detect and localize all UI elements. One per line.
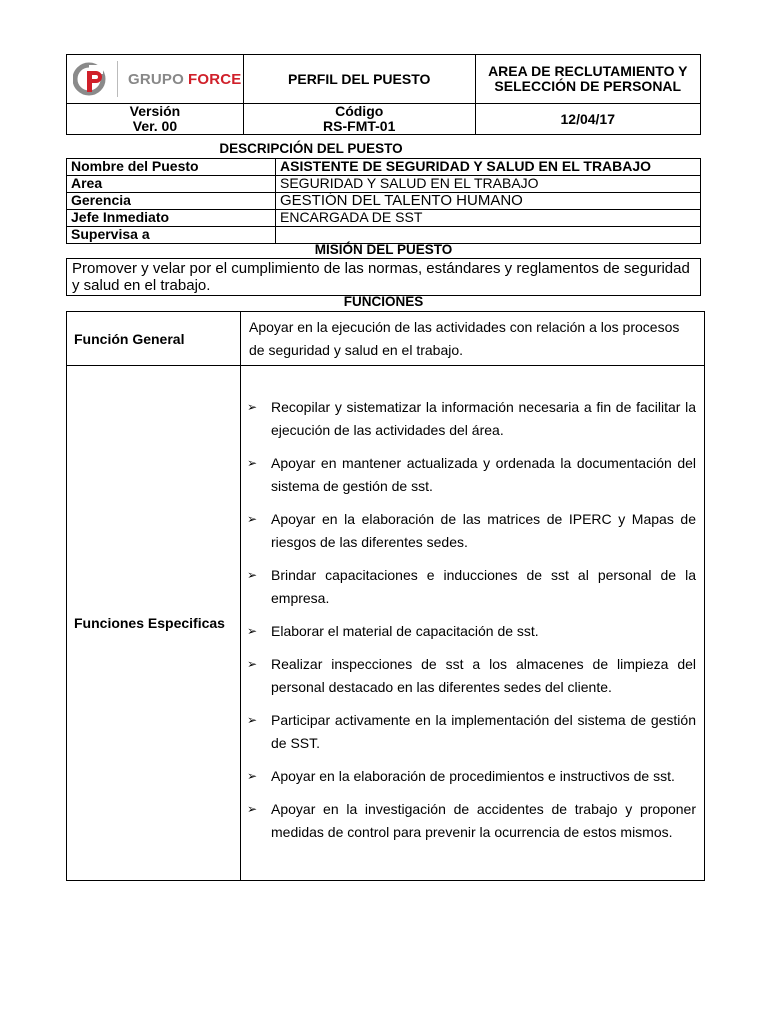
funcion-general-text: Apoyar en la ejecución de las actividades con relación a los procesos de seguridad y salud en el trabajo. [241, 312, 705, 366]
arrow-bullet-icon: ➢ [247, 769, 258, 783]
arrow-bullet-icon: ➢ [247, 802, 258, 816]
row-label: Supervisa a [67, 227, 276, 244]
funcion-general-label: Función General [67, 312, 241, 366]
code-label: Código [335, 103, 384, 119]
list-item: ➢ Brindar capacitaciones e inducciones de sst al personal de la empresa. [271, 564, 696, 610]
mision-text: Promover y velar por el cumplimiento de las normas, estándares y reglamentos de seguridad y salud en el trabajo. [66, 258, 701, 296]
list-item: ➢ Realizar inspecciones de sst a los almacenes de limpieza del personal destacado en las diferentes sedes del cliente. [271, 653, 696, 699]
version-label: Versión [129, 103, 181, 119]
arrow-bullet-icon: ➢ [247, 657, 258, 671]
arrow-bullet-icon: ➢ [247, 568, 258, 582]
company-logo [67, 55, 243, 103]
table-row [67, 312, 705, 366]
table-row [67, 193, 701, 210]
version-value: Ver. 00 [132, 118, 178, 134]
descripcion-table [66, 158, 701, 244]
code-value: RS-FMT-01 [323, 118, 396, 134]
funciones-especificas-label: Funciones Especificas [67, 366, 241, 881]
table-row [67, 227, 701, 244]
list-item: ➢ Apoyar en la elaboración de las matrices de IPERC y Mapas de riesgos de las diferentes sedes. [271, 508, 696, 554]
funciones-title: FUNCIONES [343, 294, 424, 309]
funciones-table [66, 311, 705, 881]
arrow-bullet-icon: ➢ [247, 713, 258, 727]
arrow-bullet-icon: ➢ [247, 512, 258, 526]
list-item: ➢ Elaborar el material de capacitación de sst. [271, 620, 696, 643]
row-value [276, 227, 701, 244]
table-row [67, 159, 701, 176]
row-label: Area [67, 176, 276, 193]
arrow-bullet-icon: ➢ [247, 624, 258, 638]
logo-cell [67, 55, 244, 104]
row-value: ENCARGADA DE SST [276, 210, 701, 227]
logo-text: GRUPO FORCE [128, 70, 242, 88]
row-label: Jefe Inmediato [67, 210, 276, 227]
date-value: 12/04/17 [475, 104, 700, 135]
mision-title: MISIÓN DEL PUESTO [314, 242, 453, 257]
row-value: ASISTENTE DE SEGURIDAD Y SALUD EN EL TRABAJO [276, 159, 701, 176]
version-cell [67, 104, 244, 135]
area-title: AREA DE RECLUTAMIENTO Y SELECCIÓN DE PERSONAL [475, 55, 700, 104]
document-title: PERFIL DEL PUESTO [243, 55, 475, 104]
table-row [67, 210, 701, 227]
header-table [66, 54, 701, 135]
list-item: ➢ Recopilar y sistematizar la información necesaria a fin de facilitar la ejecución de las actividades del área. [271, 396, 696, 442]
table-row [67, 366, 705, 881]
table-row [67, 176, 701, 193]
arrow-bullet-icon: ➢ [247, 456, 258, 470]
list-item: ➢ Apoyar en la investigación de accidentes de trabajo y proponer medidas de control para prevenir la ocurrencia de estos mismos. [271, 798, 696, 844]
row-value: GESTIÓN DEL TALENTO HUMANO [276, 193, 701, 210]
row-label: Gerencia [67, 193, 276, 210]
list-item: ➢ Apoyar en la elaboración de procedimientos e instructivos de sst. [271, 765, 696, 788]
row-label: Nombre del Puesto [67, 159, 276, 176]
arrow-bullet-icon: ➢ [247, 400, 258, 414]
list-item: ➢ Apoyar en mantener actualizada y ordenada la documentación del sistema de gestión de sst. [271, 452, 696, 498]
funciones-list [247, 396, 696, 844]
descripcion-title: DESCRIPCIÓN DEL PUESTO [219, 141, 403, 156]
funciones-especificas-cell [241, 366, 705, 881]
list-item: ➢ Participar activamente en la implementación del sistema de gestión de SST. [271, 709, 696, 755]
gp-logo-icon [73, 61, 109, 97]
row-value: SEGURIDAD Y SALUD EN EL TRABAJO [276, 176, 701, 193]
code-cell [243, 104, 475, 135]
